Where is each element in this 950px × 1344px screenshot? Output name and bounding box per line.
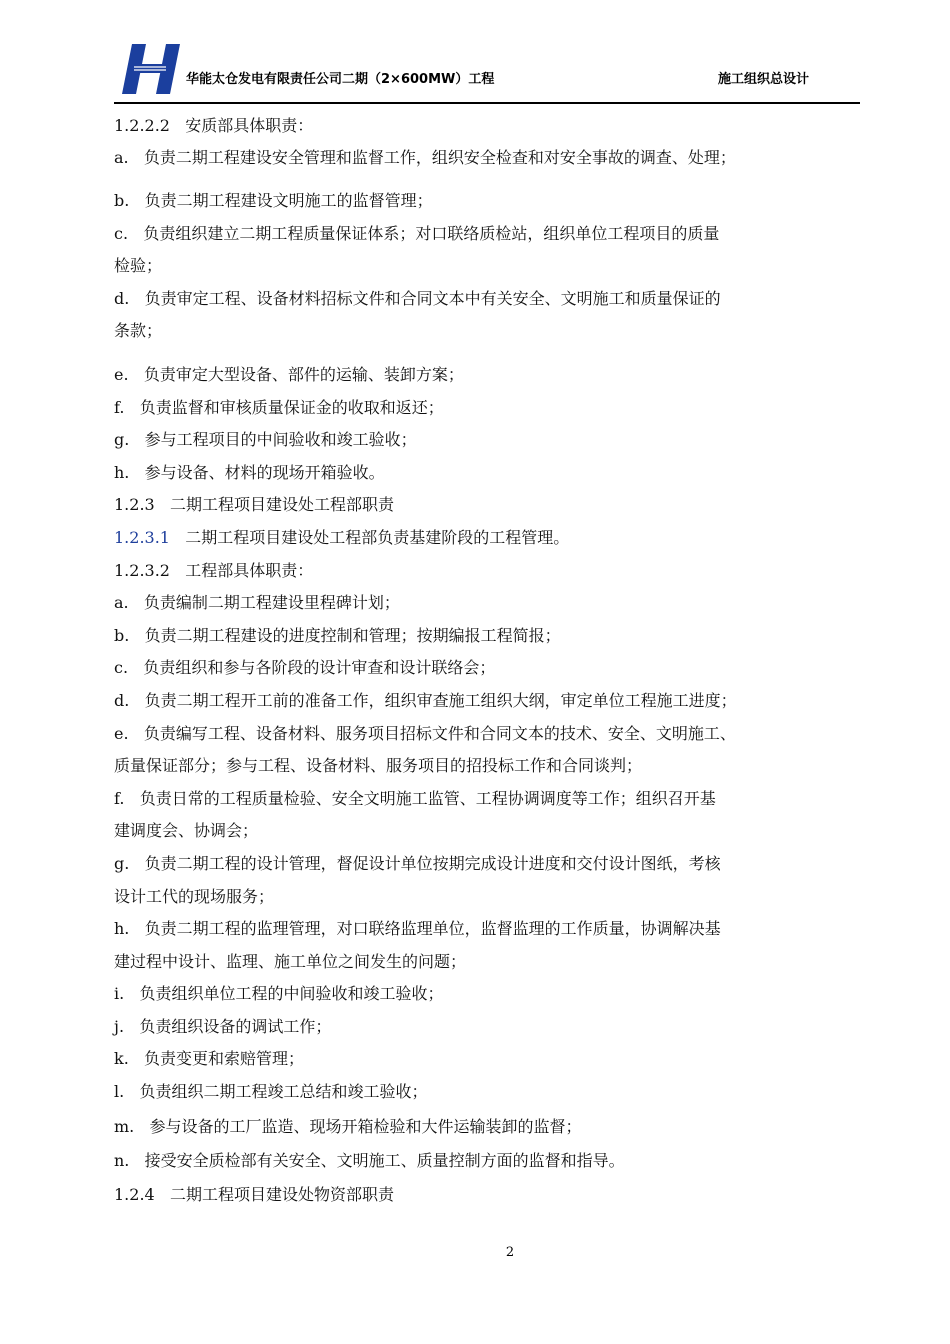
section-heading: 1.2.2.2 安质部具体职责： <box>114 116 314 135</box>
list-item-continuation: 建调度会、协调会； <box>114 821 259 840</box>
list-item: a. 负责二期工程建设安全管理和监督工作，组织安全检查和对安全事故的调查、处理； <box>114 148 736 167</box>
list-item-continuation: 质量保证部分；参与工程、设备材料、服务项目的招投标工作和合同谈判； <box>114 756 643 775</box>
list-item: m. 参与设备的工厂监造、现场开箱检验和大件运输装卸的监督； <box>114 1117 582 1136</box>
list-item: f. 负责日常的工程质量检验、安全文明施工监管、工程协调调度等工作；组织召开基 <box>114 789 716 808</box>
list-item: e. 负责审定大型设备、部件的运输、装卸方案； <box>114 365 464 384</box>
list-item: n. 接受安全质检部有关安全、文明施工、质量控制方面的监督和指导。 <box>114 1151 625 1170</box>
header-project-title: 华能太仓发电有限责任公司二期（2×600MW）工程 <box>186 72 495 87</box>
section-heading: 1.2.3.1 二期工程项目建设处工程部负责基建阶段的工程管理。 <box>114 528 570 547</box>
list-item-continuation: 条款； <box>114 321 163 340</box>
list-item: g. 参与工程项目的中间验收和竣工验收； <box>114 430 417 449</box>
list-item: h. 负责二期工程的监理管理，对口联络监理单位，监督监理的工作质量，协调解决基 <box>114 919 721 938</box>
list-item: a. 负责编制二期工程建设里程碑计划； <box>114 593 400 612</box>
list-item: e. 负责编写工程、设备材料、服务项目招标文件和合同文本的技术、安全、文明施工、 <box>114 724 736 743</box>
section-heading: 1.2.3.2 工程部具体职责： <box>114 561 314 580</box>
list-item: j. 负责组织设备的调试工作； <box>114 1017 332 1036</box>
list-item-continuation: 设计工代的现场服务； <box>114 887 275 906</box>
section-heading: 1.2.4 二期工程项目建设处物资部职责 <box>114 1185 394 1204</box>
list-item: g. 负责二期工程的设计管理，督促设计单位按期完成设计进度和交付设计图纸，考核 <box>114 854 721 873</box>
list-item: f. 负责监督和审核质量保证金的收取和返还； <box>114 398 444 417</box>
page-number: 2 <box>505 1245 515 1260</box>
header-doc-title: 施工组织总设计 <box>718 72 810 87</box>
section-heading: 1.2.3 二期工程项目建设处工程部职责 <box>114 495 394 514</box>
list-item-continuation: 检验； <box>114 256 163 275</box>
list-item: b. 负责二期工程建设文明施工的监督管理； <box>114 191 433 210</box>
list-item: d. 负责二期工程开工前的准备工作，组织审查施工组织大纲，审定单位工程施工进度； <box>114 691 737 710</box>
header-divider <box>114 102 860 104</box>
list-item: c. 负责组织和参与各阶段的设计审查和设计联络会； <box>114 658 496 677</box>
list-item-continuation: 建过程中设计、监理、施工单位之间发生的问题； <box>114 952 467 971</box>
list-item: c. 负责组织建立二期工程质量保证体系；对口联络质检站，组织单位工程项目的质量 <box>114 224 720 243</box>
list-item: d. 负责审定工程、设备材料招标文件和合同文本中有关安全、文明施工和质量保证的 <box>114 289 721 308</box>
list-item: k. 负责变更和索赔管理； <box>114 1049 305 1068</box>
list-item: h. 参与设备、材料的现场开箱验收。 <box>114 463 385 482</box>
list-item: b. 负责二期工程建设的进度控制和管理；按期编报工程简报； <box>114 626 561 645</box>
company-logo <box>122 44 186 94</box>
list-item: l. 负责组织二期工程竣工总结和竣工验收； <box>114 1082 428 1101</box>
list-item: i. 负责组织单位工程的中间验收和竣工验收； <box>114 984 444 1003</box>
